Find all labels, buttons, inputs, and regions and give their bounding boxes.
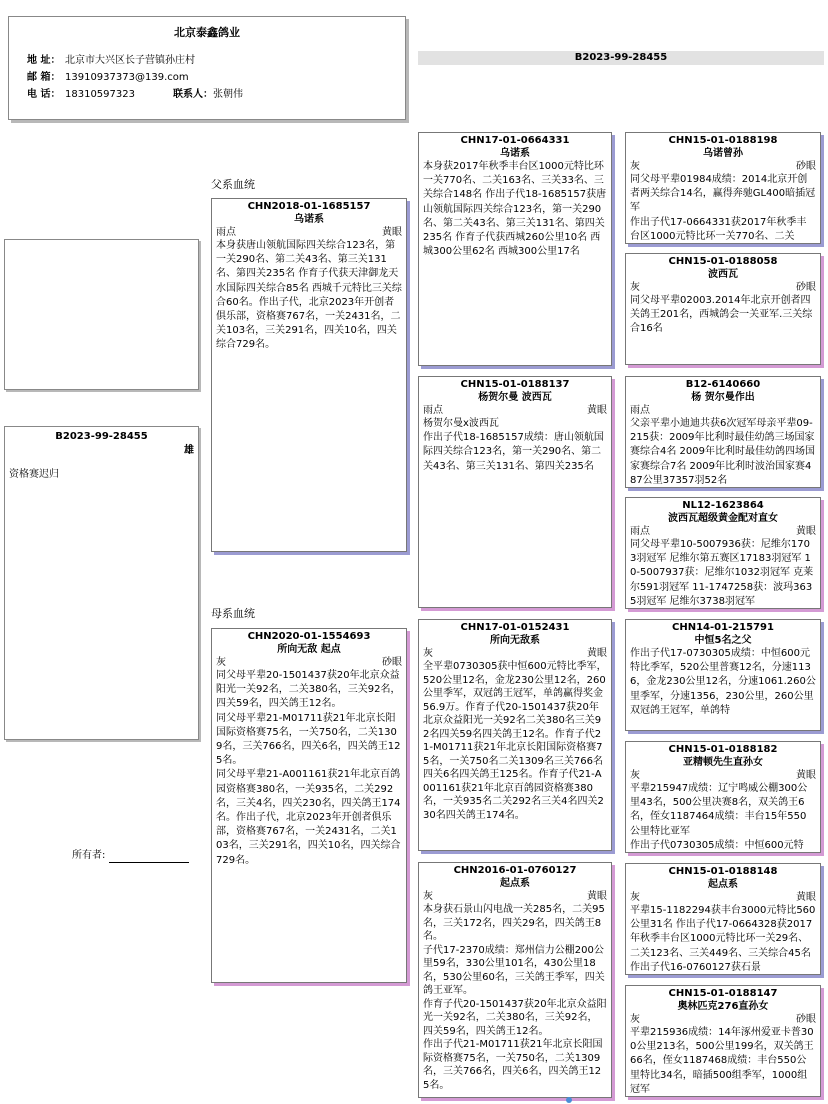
card-description: 杨贺尔曼x波西瓦 作出子代18-1685157成绩：唐山领航国际四关综合123名，第一关290名、第二关43名、第三关131名、第四关235名: [423, 418, 604, 472]
card-eye: 黄眼: [587, 648, 607, 659]
card-description: 同父母平辈01984成绩：2014北京开创者两关综合14名，赢得奔驰GL400暗插冠军 作出子代17-0664331获2017年秋季丰台区1000元特比环一关770名、二关: [630, 174, 816, 242]
address-label: 地 址：: [27, 55, 61, 67]
footer-dot-icon: [566, 1097, 572, 1103]
pedigree-id-bar: B2023-99-28455: [418, 51, 824, 65]
card-colors: [419, 890, 611, 903]
card-ring: CHN15-01-0188198: [668, 135, 778, 146]
card-description: 同父母平辈20-1501437获20年北京众益阳光一关92名，二关380名，三关92名，四关59名，四关鸽王12名。 同父母平辈21-M01711获21年北京长阳国际资格赛75名，一关750名，二关1309名，三关766名，四关6名，四关鸽王125名。 同父母平辈21-A001161获21年北京百鸽园资格赛380名，一关935名，二关292名，三关4名，四关230名，四关鸽王174名。作出子代，北京2023年开创者俱乐部，资格赛767名，一关2431名，二关103名，三关291名，四关10名，四关综合729名。: [216, 670, 401, 866]
card-eye: 黄眼: [382, 227, 402, 238]
card-name: 乌诺系: [500, 148, 530, 159]
card-colors: [626, 1013, 820, 1026]
contact-label: 联系人：: [173, 89, 213, 101]
card-ring: CHN15-01-0188147: [668, 988, 778, 999]
g3-card-7: [625, 863, 821, 975]
card-eye: 黄眼: [796, 770, 816, 781]
card-colors: [419, 647, 611, 660]
breeder-name: 北京泰鑫鸽业: [174, 26, 240, 39]
sire-line-label: 父系血统: [211, 178, 255, 191]
phone-label: 电 话：: [27, 89, 61, 101]
card-name: 奥林匹克276直孙女: [677, 1001, 769, 1012]
card-eye: 黄眼: [796, 892, 816, 903]
card-eye: 砂眼: [796, 282, 816, 293]
phone-value: 18310597323: [65, 89, 135, 101]
card-colors: [212, 226, 406, 239]
card-name: 所向无敌系: [490, 635, 540, 646]
email-label: 邮 箱：: [27, 72, 61, 84]
card-description: 平辈15-1182294获丰台3000元特比560公里31名 作出子代17-0664328获2017年秋季丰台区1000元特比环一关29名、二关123名、三关449名、三关综合45名 作出子代16-0760127获石景: [630, 905, 816, 973]
card-description: 本身获唐山领航国际四关综合123名，第一关290名、第二关43名、第三关131名、第四关235名 作育子代获天津御龙天水国际四关综合85名 西城千元特比三关综合60名。作出子代，北京2023年开创者俱乐部，资格赛767名，一关2431名，二关103名，三关291名，四关10名，四关综合729名。: [216, 240, 402, 351]
address-value: 北京市大兴区长子营镇孙庄村: [65, 55, 195, 67]
card-color: 雨点: [630, 526, 650, 537]
address-row: [27, 54, 405, 71]
card-color: 灰: [216, 657, 226, 668]
card-name: 起点系: [500, 878, 530, 889]
dam-card: [211, 628, 407, 983]
card-ring: CHN2016-01-0760127: [453, 865, 577, 876]
card-name: 起点系: [708, 879, 738, 890]
card-color: 雨点: [423, 405, 443, 416]
subject-sex: 雄: [184, 445, 194, 456]
card-eye: 黄眼: [796, 526, 816, 537]
email-row: [27, 71, 405, 88]
card-colors: [626, 891, 820, 904]
card-name: 中恒5名之父: [694, 635, 752, 646]
g3-card-8: [625, 985, 821, 1097]
g3-card-2: [625, 253, 821, 365]
sire-dam-card: [418, 376, 612, 608]
contact-value: 张朝伟: [213, 89, 243, 101]
card-description: 本身获石景山闪电战一关285名，二关95名，三关172名，四关29名，四关鸽王8名。 子代17-2370成绩：郑州信力公棚200公里59名，330公里101名，430公里18名，530公里60名，三关鸽王季军，四关鸽王亚军。 作育子代20-1501437获20年北京众益阳光一关92名，二关380名，三关92名，四关59名，四关鸽王12名。 作出子代21-M01711获21年北京长阳国际资格赛75名，一关750名，二关1309名，三关766名，四关6名，四关鸽王125名。: [423, 904, 607, 1091]
phone-row: [27, 88, 405, 105]
owner-label: 所有者:: [72, 850, 106, 861]
card-description: 父亲平辈小迪迪共获6次冠军母亲平辈09-215获：2009年比利时最佳幼鸽三场国家赛综合4名 2009年比利时最佳幼鸽四场国家赛综合7名 2009年比利时波治国家赛487公里37357羽52名: [630, 418, 815, 486]
g3-card-6: [625, 741, 821, 853]
card-name: 波西瓦: [708, 269, 738, 280]
card-ring: CHN17-01-0152431: [460, 622, 570, 633]
g3-card-3: [625, 376, 821, 488]
card-colors: [626, 281, 820, 294]
card-name: 波西瓦超级黄金配对直女: [668, 513, 778, 524]
pigeon-photo-placeholder: [4, 239, 199, 390]
card-description: 全平辈0730305获中恒600元特比季军，520公里12名，金龙230公里12名，260公里季军，双冠鸽王冠军，单鸽赢得奖金56.9万。作育子代20-1501437获20年北京众益阳光一关92名二关380名三关92名四关59名四关鸽王12名。作育子代21-M01711获21年北京长阳国际资格赛75名，一关750名二关1309名三关766名四关6名四关鸽王125名。作育子代21-A001161获21年北京百鸽园资格赛380名，一关935名二关292名三关4名四关230名四关鸽王174名。: [423, 661, 607, 821]
card-color: 灰: [630, 282, 640, 293]
card-name: 杨贺尔曼 波西瓦: [478, 392, 552, 403]
card-ring: CHN15-01-0188058: [668, 256, 778, 267]
cut-off-footer: [540, 1097, 828, 1104]
subject-description: 资格赛迟归: [9, 469, 59, 480]
card-description: 作出子代17-0730305成绩：中恒600元特比季军，520公里普赛12名，分速1136，金龙230公里12名，分速1061.260公里季军，分速1356，230公里，260公里双冠鸽王冠军，单鸽特: [630, 648, 816, 716]
subject-bird-box: [4, 426, 199, 740]
card-ring: CHN15-01-0188182: [668, 744, 778, 755]
card-color: 灰: [630, 892, 640, 903]
card-color: 雨点: [216, 227, 236, 238]
card-eye: 砂眼: [382, 657, 402, 668]
card-name: 杨 贺尔曼作出: [691, 392, 755, 403]
card-color: 灰: [630, 770, 640, 781]
card-eye: 黄眼: [587, 891, 607, 902]
card-colors: [212, 656, 406, 669]
dam-line-label: 母系血统: [211, 607, 255, 620]
card-color: 灰: [423, 648, 433, 659]
card-eye: 砂眼: [796, 1014, 816, 1025]
card-color: 灰: [423, 891, 433, 902]
card-color: 灰: [630, 161, 640, 172]
dam-sire-card: [418, 619, 612, 851]
card-description: 本身获2017年秋季丰台区1000元特比环一关770名、二关163名、三关33名、三关综合148名 作出子代18-1685157获唐山领航国际四关综合123名，第一关290名、第二关43名、第三关131名、第四关235名 作育子代获西城260公里10名 西城300公里62名 西城300公里17名: [423, 161, 607, 258]
card-color: 雨点: [630, 405, 650, 416]
g3-card-5: [625, 619, 821, 731]
g3-card-1: [625, 132, 821, 244]
card-color: 灰: [630, 1014, 640, 1025]
card-eye: 砂眼: [796, 161, 816, 172]
card-colors: [626, 769, 820, 782]
owner-line: [109, 851, 189, 863]
card-eye: 黄眼: [587, 405, 607, 416]
card-colors: [626, 525, 820, 538]
card-name: 所向无敌 起点: [277, 644, 341, 655]
card-colors: [626, 404, 820, 417]
card-description: 同父母平辈10-5007936获：尼维尔1703羽冠军 尼维尔第五赛区17183羽冠军 10-5007937获：尼维尔1032羽冠军 克莱尔591羽冠军 11-1747258获：波玛3635羽冠军 尼维尔3738羽冠军: [630, 539, 814, 607]
card-description: 平辈215947成绩：辽宁鸣威公棚300公里43名，500公里决赛8名，双关鸽王6名，侄女1187464成绩：丰台15年550公里特比亚军 作出子代0730305成绩：中恒600元特: [630, 783, 808, 851]
g3-card-4: [625, 497, 821, 609]
card-colors: [419, 404, 611, 417]
sire-sire-card: [418, 132, 612, 366]
card-name: 乌诺曾孙: [703, 148, 743, 159]
breeder-info-box: [8, 16, 406, 120]
card-colors: [626, 160, 820, 173]
subject-ring: B2023-99-28455: [55, 431, 148, 442]
card-ring: CHN17-01-0664331: [460, 135, 570, 146]
sire-card: [211, 198, 407, 552]
card-ring: NL12-1623864: [682, 500, 764, 511]
email-value: 13910937373@139.com: [65, 72, 189, 84]
card-name: 亚精顿先生直孙女: [683, 757, 763, 768]
card-name: 乌诺系: [294, 214, 324, 225]
dam-dam-card: [418, 862, 612, 1098]
card-ring: CHN15-01-0188148: [668, 866, 778, 877]
card-ring: CHN15-01-0188137: [460, 379, 570, 390]
owner-field: [72, 849, 189, 863]
card-ring: CHN2020-01-1554693: [247, 631, 371, 642]
card-ring: CHN2018-01-1685157: [247, 201, 371, 212]
card-ring: B12-6140660: [685, 379, 761, 390]
card-description: 平辈215936成绩：14年涿州爱亚卡普300公里213名，500公里199名，双关鸽王66名，侄女1187468成绩：丰台550公里特比34名，暗插500组季军，1000组冠军: [630, 1027, 814, 1095]
card-ring: CHN14-01-215791: [672, 622, 774, 633]
card-description: 同父母平辈02003.2014年北京开创者四关鸽王201名，西城鸽会一关亚军.三关综合16名: [630, 295, 813, 335]
